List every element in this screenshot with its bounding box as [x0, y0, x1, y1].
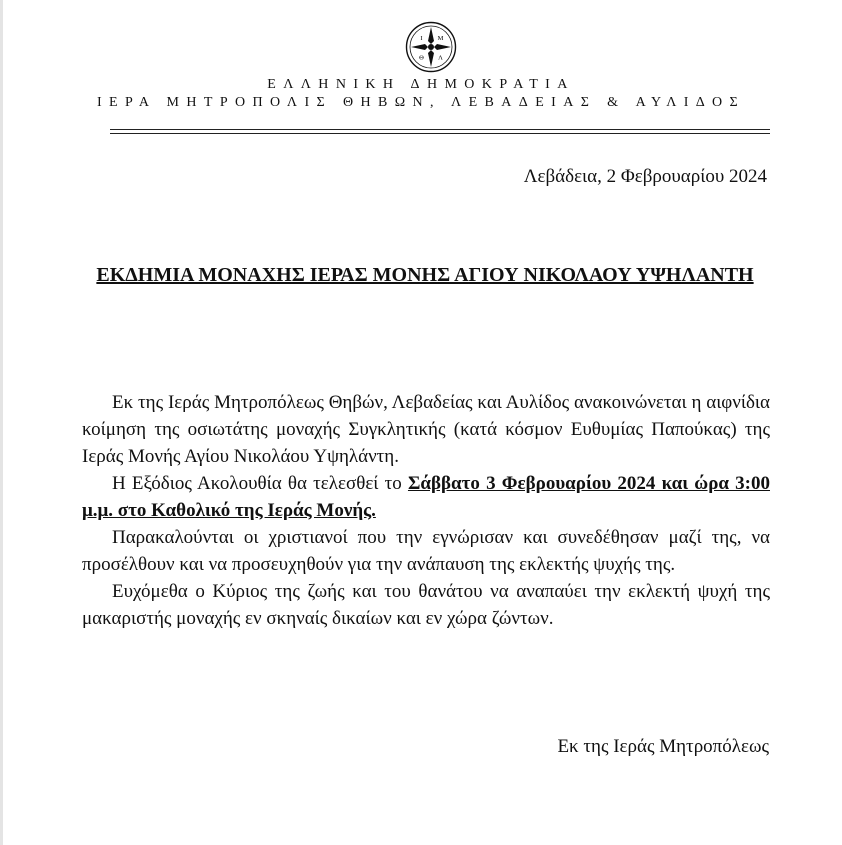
signoff: Εκ της Ιεράς Μητροπόλεως — [557, 736, 769, 757]
paragraph-funeral — [82, 470, 770, 524]
metropolis-seal-icon — [405, 21, 457, 73]
paragraph-announcement: Εκ της Ιεράς Μητροπόλεως Θηβών, Λεβαδείας και Αυλίδος ανακοινώνεται η αιφνίδια κοίμηση της οσιωτάτης μοναχής Συγκλητικής (κατά κόσμον Ευθυμίας Παπούκας) της Ιεράς Μονής Αγίου Νικολάου Υψηλάντη. — [82, 392, 770, 467]
announcement-body — [82, 389, 770, 632]
announcement-title: ΕΚΔΗΜΙΑ ΜΟΝΑΧΗΣ ΙΕΡΑΣ ΜΟΝΗΣ ΑΓΙΟΥ ΝΙΚΟΛΑΟΥ ΥΨΗΛΑΝΤΗ — [96, 264, 754, 286]
date-line: Λεβάδεια, 2 Φεβρουαρίου 2024 — [523, 166, 767, 187]
funeral-date-time: Σάββατο 3 Φεβρουαρίου 2024 και ώρα 3:00 μ.μ. στο Καθολικό της Ιεράς Μονής. — [82, 473, 770, 521]
seal-letter: Λ — [438, 54, 443, 62]
paragraph-invitation: Παρακαλούνται οι χριστιανοί που την εγνώρισαν και συνεδέθησαν μαζί της, να προσέλθουν και να προσευχηθούν για την ανάπαυση της εκλεκτής ψυχής της. — [82, 527, 770, 575]
header-state: ΕΛΛΗΝΙΚΗ ΔΗΜΟΚΡΑΤΙΑ — [267, 77, 575, 92]
header-metropolis: ΙΕΡΑ ΜΗΤΡΟΠΟΛΙΣ ΘΗΒΩΝ, ΛΕΒΑΔΕΙΑΣ & ΑΥΛΙΔΟΣ — [96, 95, 746, 110]
funeral-lead-text: Η Εξόδιος Ακολουθία θα τελεσθεί το — [112, 473, 408, 494]
header-divider — [110, 129, 770, 130]
seal-letter: Ι — [420, 35, 423, 42]
paragraph-prayer: Ευχόμεθα ο Κύριος της ζωής και του θανάτου να αναπαύει την εκλεκτή ψυχή της μακαριστής μοναχής εν σκηναίς δικαίων και εν χώρα ζώντων. — [82, 581, 770, 629]
seal-letter: Μ — [437, 35, 444, 42]
header-divider — [110, 133, 770, 134]
seal-letter: Θ — [419, 54, 424, 62]
page-edge — [0, 0, 3, 845]
